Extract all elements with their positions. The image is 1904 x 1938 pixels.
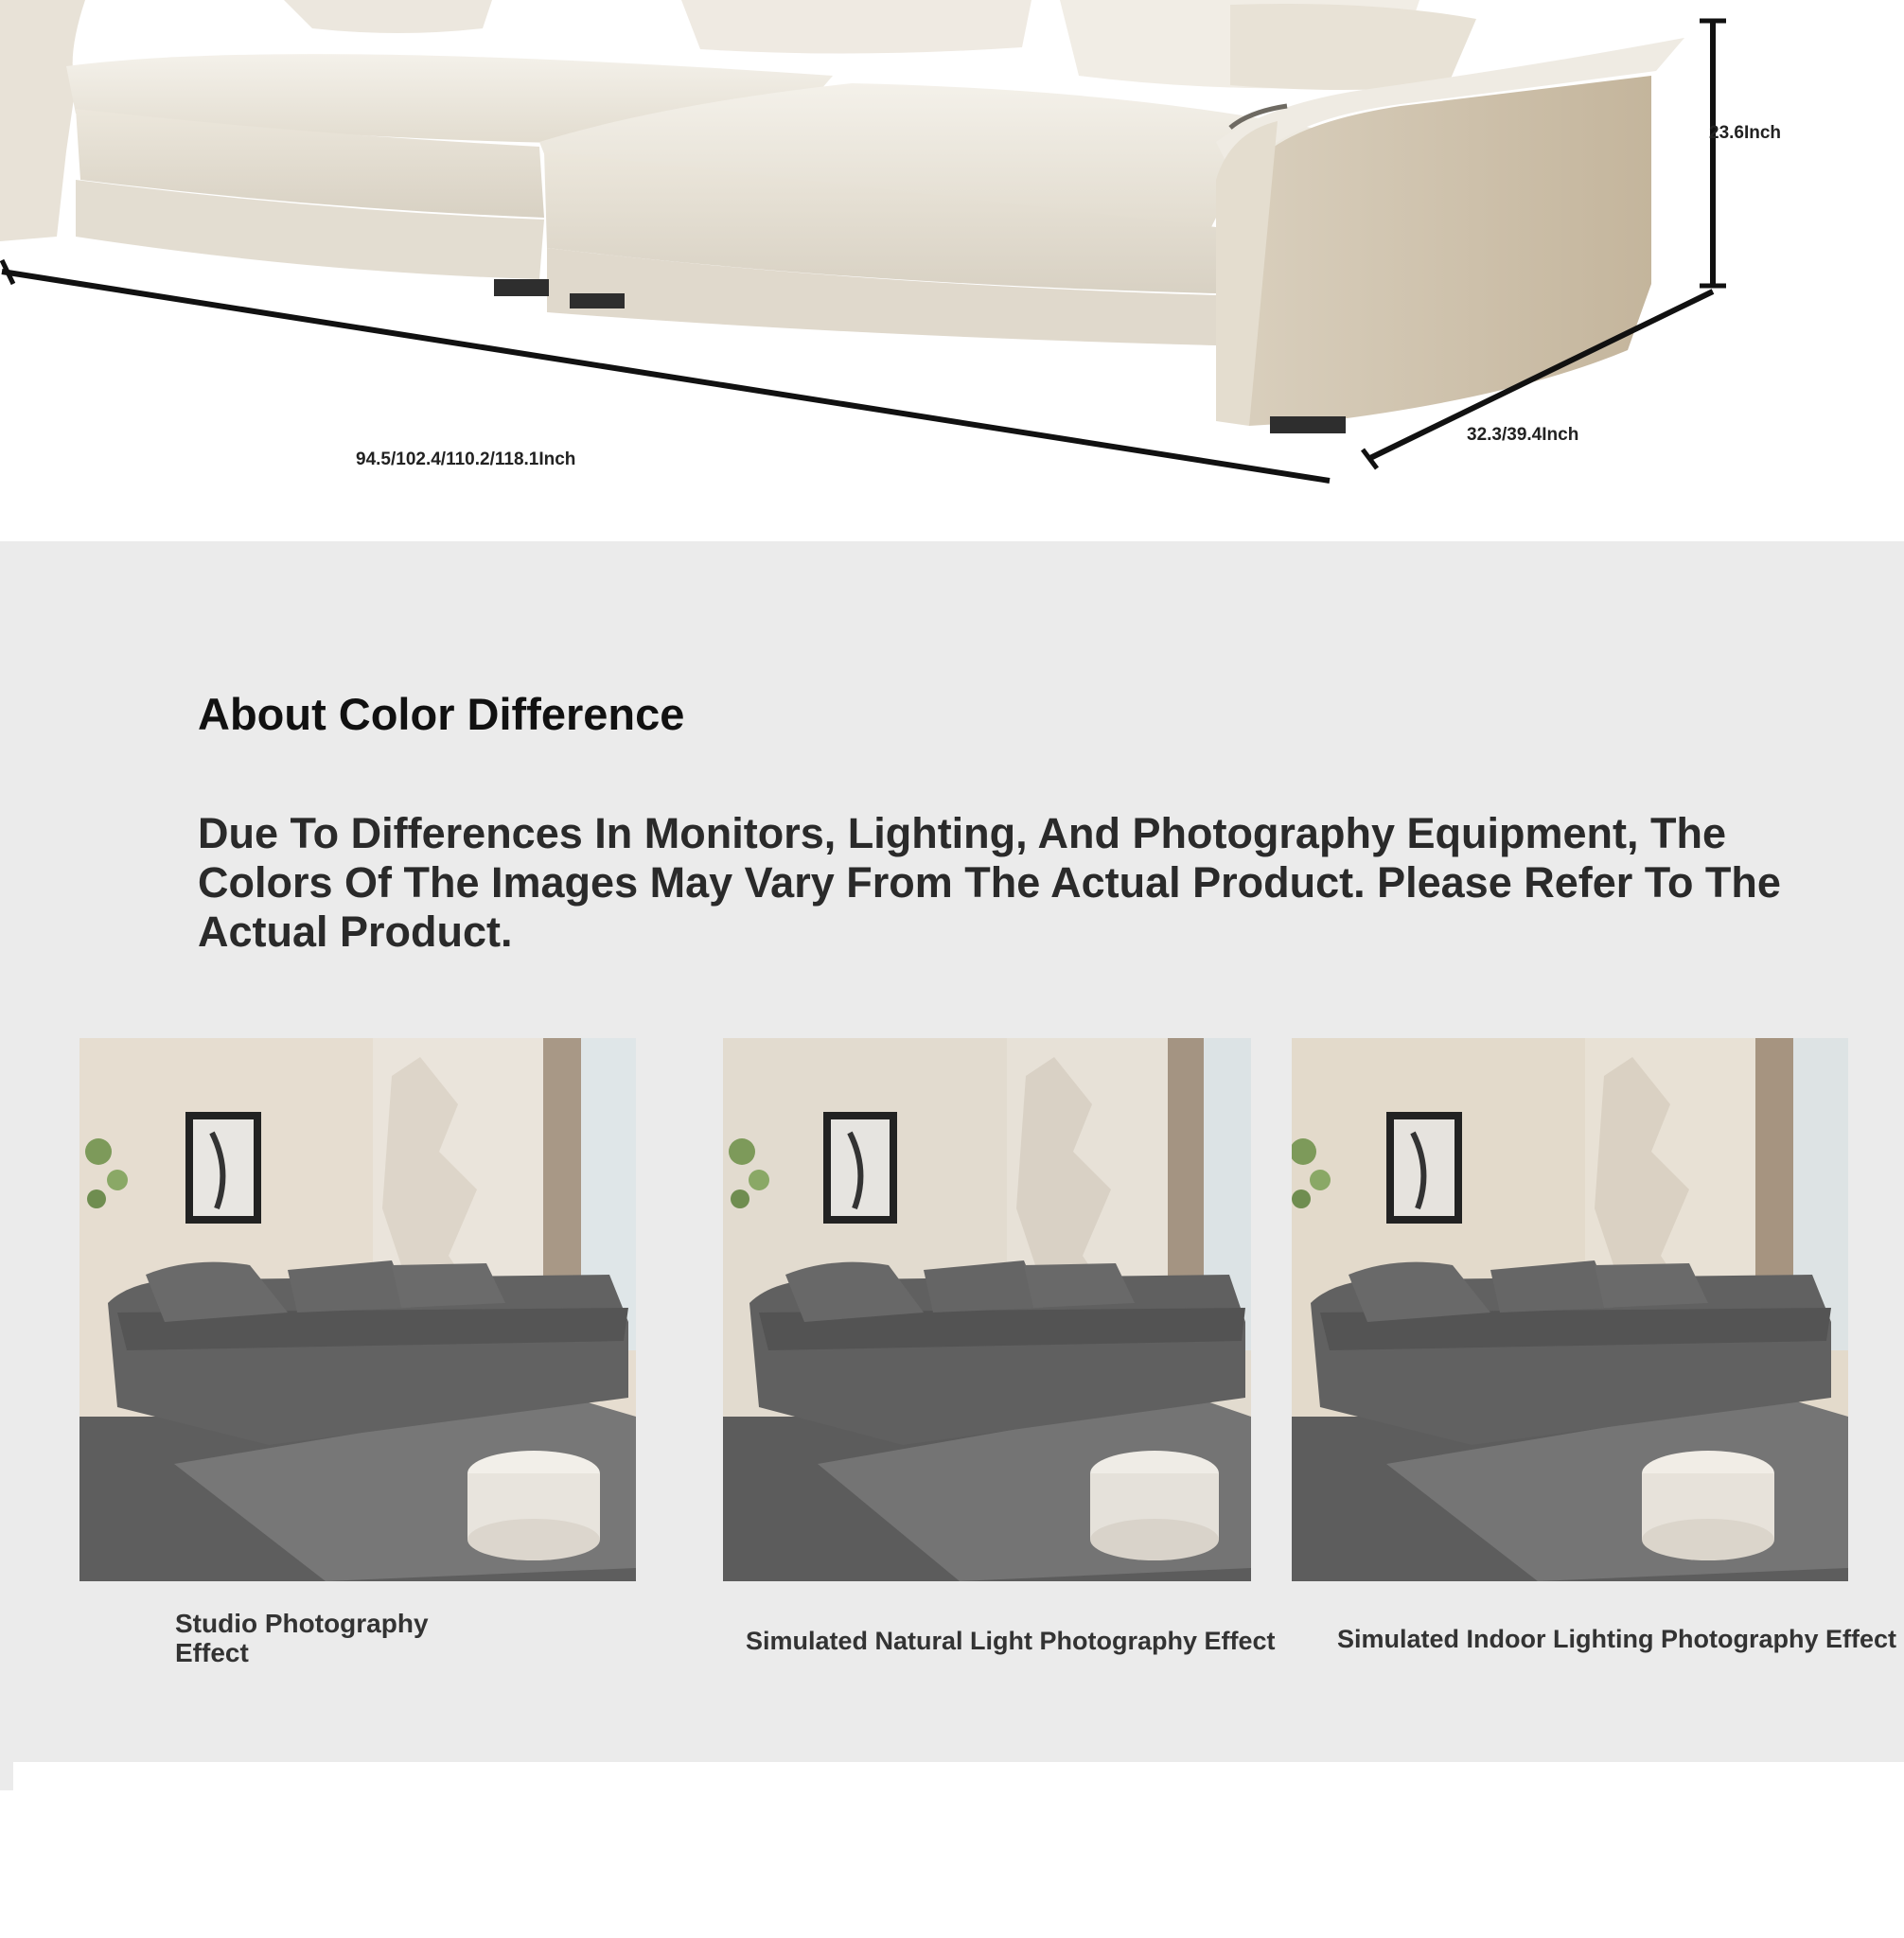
edge-mark <box>0 1762 13 1790</box>
studio-photo <box>79 1038 636 1581</box>
length-dimension-label: 94.5/102.4/110.2/118.1Inch <box>356 449 576 469</box>
photo-caption-studio: Studio Photography Effect <box>175 1609 429 1667</box>
living-room-image <box>1292 1038 1848 1581</box>
photo-caption-natural-light: Simulated Natural Light Photography Effect <box>746 1627 1276 1655</box>
section-body: Due To Differences In Monitors, Lighting, And Photography Equipment, The Colors Of The Images May Vary From The Actual Product. Please Refer To The Actual Product. <box>198 809 1781 956</box>
living-room-image <box>79 1038 636 1581</box>
bottom-blank-area <box>0 1762 1904 1938</box>
section-heading: About Color Difference <box>198 689 685 739</box>
depth-dimension-label: 32.3/39.4Inch <box>1467 425 1579 445</box>
indoor-lighting-photo <box>1292 1038 1848 1581</box>
natural-light-photo <box>723 1038 1251 1581</box>
height-dimension-label: 23.6Inch <box>1709 123 1782 143</box>
sofa-illustration <box>0 0 1904 541</box>
living-room-image <box>723 1038 1251 1581</box>
color-difference-section <box>0 541 1904 1762</box>
photo-caption-indoor-lighting: Simulated Indoor Lighting Photography Effect <box>1337 1625 1896 1653</box>
dimension-diagram <box>0 0 1904 541</box>
